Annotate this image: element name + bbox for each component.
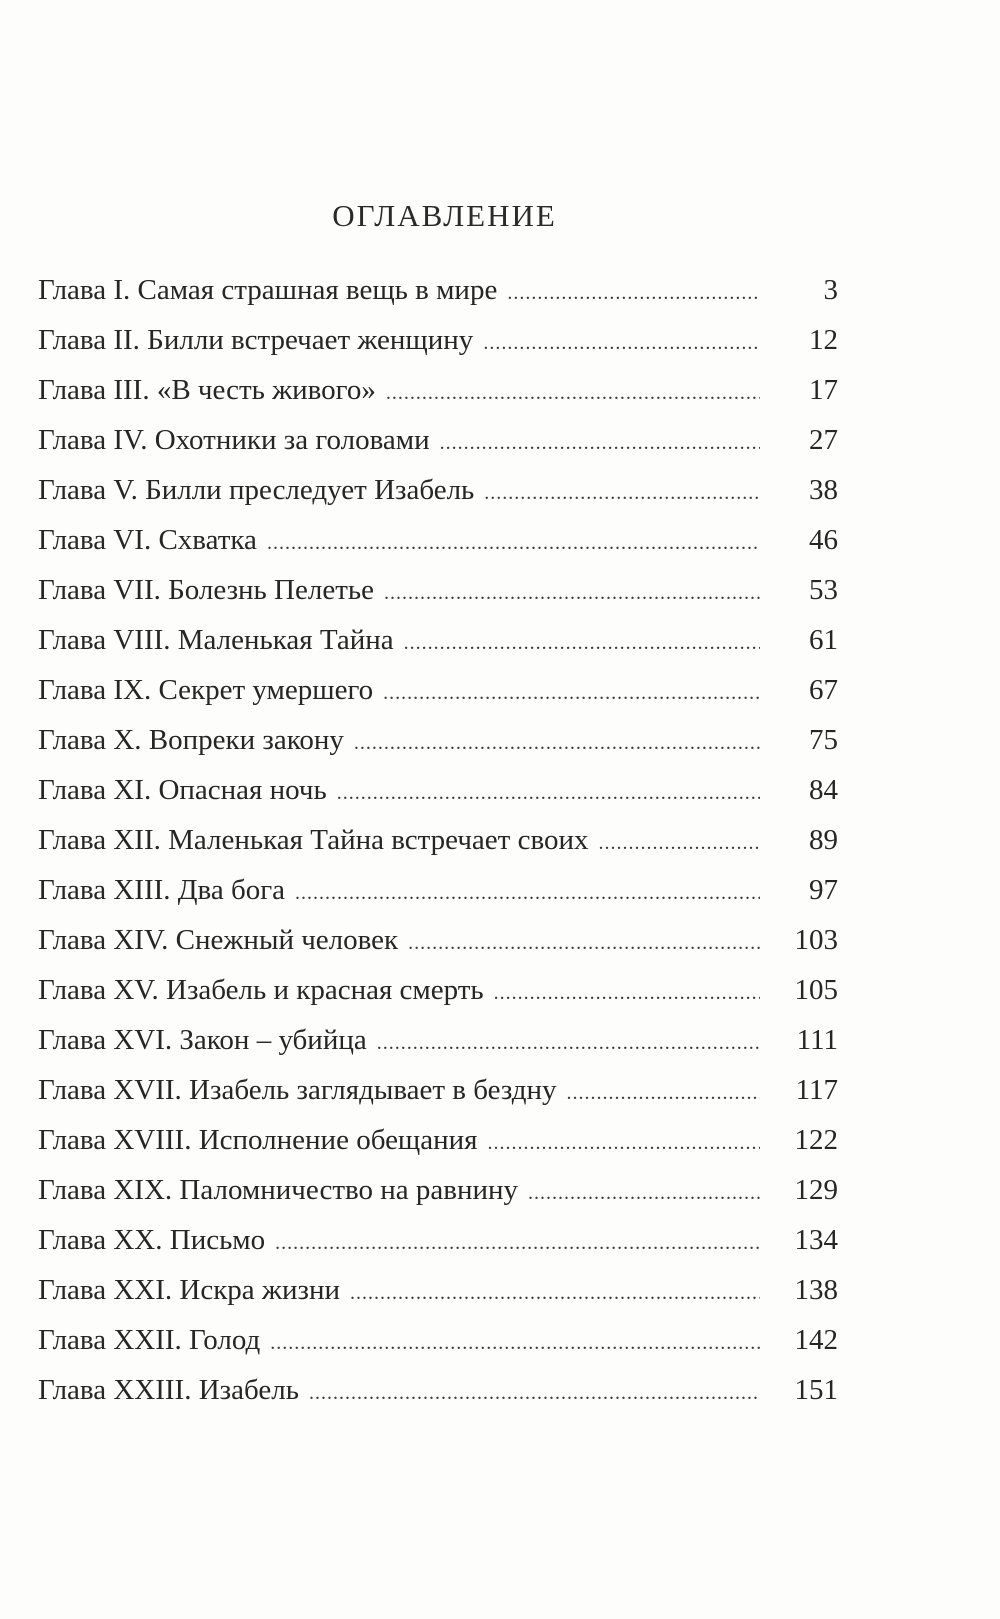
toc-entry-title: Глава XIX. Паломничество на равнину [38,1174,519,1206]
toc-entry-title: Глава V. Билли преследует Изабель [38,474,475,506]
toc-leader-dots [270,1324,760,1362]
toc-page-number: 117 [795,1074,838,1106]
toc-page-number: 38 [809,474,838,506]
toc-entry [38,271,838,321]
toc-page-number: 111 [796,1024,838,1056]
toc-entry [38,1371,838,1421]
toc-page-number: 46 [809,524,838,556]
toc-entry [38,621,838,671]
toc-leader-dots [267,524,760,562]
toc-leader-dots [275,1224,760,1262]
toc-entry [38,371,838,421]
toc-leader-dots [309,1374,760,1412]
toc-entry [38,771,838,821]
toc-page-number: 53 [809,574,838,606]
toc-entry-title: Глава X. Вопреки закону [38,724,344,756]
toc-page-number: 84 [809,774,838,806]
page-title: ОГЛАВЛЕНИЕ [332,198,557,233]
toc-leader-dots [377,1024,760,1062]
toc-page-number: 75 [809,724,838,756]
toc-entry-title: Глава XXI. Искра жизни [38,1274,340,1306]
toc-page-number: 97 [809,874,838,906]
toc-page-number: 3 [823,274,838,306]
toc-entry [38,1221,838,1271]
toc-leader-dots [567,1074,760,1112]
toc-entry-title: Глава III. «В честь живого» [38,374,376,406]
toc-leader-dots [408,924,760,962]
toc-entry-title: Глава XVII. Изабель заглядывает в бездну [38,1074,557,1106]
toc-entry-title: Глава XIII. Два бога [38,874,286,906]
toc-page-number: 138 [794,1274,838,1306]
toc-page-number: 67 [809,674,838,706]
toc-entry [38,571,838,621]
toc-entry-title: Глава VI. Схватка [38,524,257,556]
toc-entry-title: Глава XV. Изабель и красная смерть [38,974,484,1006]
toc-entry-title: Глава IV. Охотники за головами [38,424,430,456]
toc-leader-dots [386,374,760,412]
toc-leader-dots [337,774,760,812]
toc-entry-title: Глава VII. Болезнь Пелетье [38,574,374,606]
toc-entry [38,321,838,371]
toc-page-number: 134 [794,1224,838,1256]
toc-entry-title: Глава XVI. Закон – убийца [38,1024,367,1056]
toc-entry [38,521,838,571]
table-of-contents [38,271,838,1421]
toc-leader-dots [440,424,760,462]
toc-entry-title: Глава IX. Секрет умершего [38,674,374,706]
toc-entry-title: Глава XVIII. Исполнение обещания [38,1124,478,1156]
toc-page-number: 122 [794,1124,838,1156]
toc-page-number: 61 [809,624,838,656]
toc-entry [38,921,838,971]
toc-leader-dots [295,874,760,912]
toc-leader-dots [383,674,760,712]
toc-entry-title: Глава XX. Письмо [38,1224,266,1256]
toc-entry [38,421,838,471]
toc-entry [38,471,838,521]
toc-entry-title: Глава XII. Маленькая Тайна встречает своих [38,824,589,856]
toc-leader-dots [598,824,760,862]
toc-entry-title: Глава XIV. Снежный человек [38,924,399,956]
toc-page-number: 27 [809,424,838,456]
toc-entry [38,721,838,771]
toc-entry [38,1121,838,1171]
toc-entry [38,1271,838,1321]
toc-entry [38,971,838,1021]
toc-entry [38,1021,838,1071]
toc-entry-title: Глава II. Билли встречает женщину [38,324,474,356]
toc-entry-title: Глава VIII. Маленькая Тайна [38,624,394,656]
toc-entry [38,1071,838,1121]
toc-page-number: 105 [794,974,838,1006]
toc-entry [38,821,838,871]
toc-leader-dots [484,474,760,512]
toc-leader-dots [354,724,760,762]
toc-entry [38,671,838,721]
toc-leader-dots [483,324,760,362]
toc-page-number: 142 [794,1324,838,1356]
toc-page-number: 12 [809,324,838,356]
toc-leader-dots [384,574,760,612]
toc-page-number: 129 [794,1174,838,1206]
toc-entry [38,871,838,921]
toc-page-number: 17 [809,374,838,406]
toc-entry [38,1321,838,1371]
toc-entry-title: Глава I. Самая страшная вещь в мире [38,274,498,306]
toc-leader-dots [404,624,760,662]
toc-page-number: 151 [794,1374,838,1406]
toc-leader-dots [528,1174,760,1212]
toc-entry [38,1171,838,1221]
toc-entry-title: Глава XXIII. Изабель [38,1374,299,1406]
toc-entry-title: Глава XXII. Голод [38,1324,261,1356]
toc-leader-dots [494,974,760,1012]
toc-leader-dots [488,1124,760,1162]
toc-leader-dots [350,1274,760,1312]
toc-leader-dots [507,274,760,312]
toc-page-number: 103 [794,924,838,956]
toc-page-number: 89 [809,824,838,856]
toc-entry-title: Глава XI. Опасная ночь [38,774,327,806]
